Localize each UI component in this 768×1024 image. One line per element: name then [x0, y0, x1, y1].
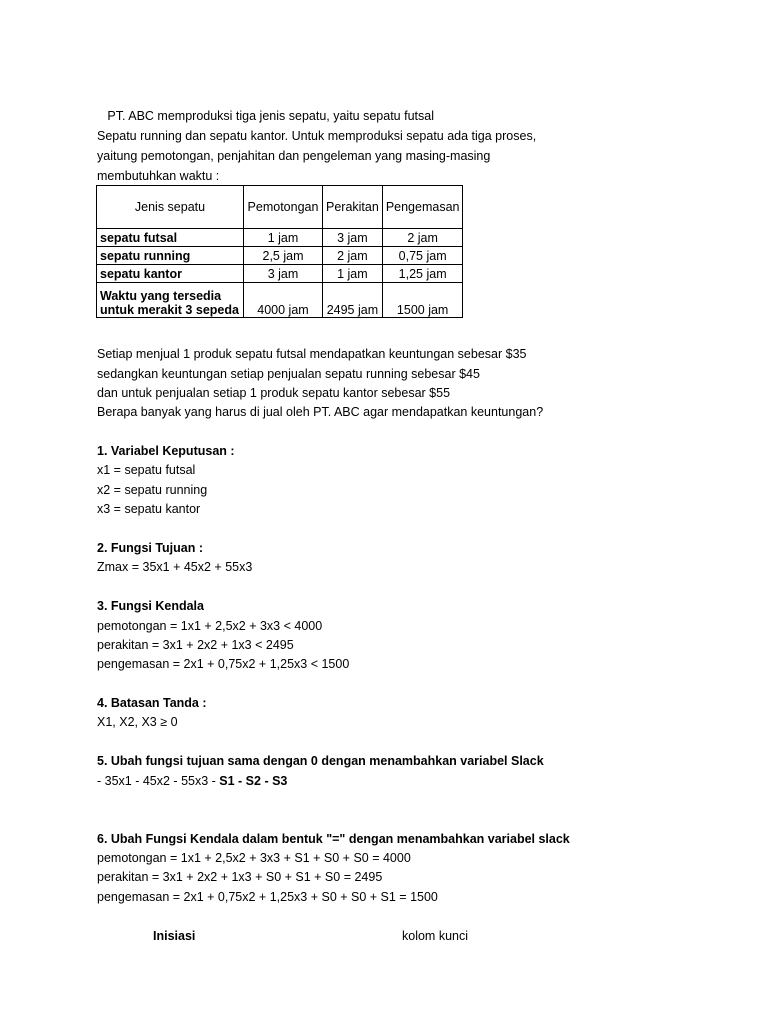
table-cell: 0,75 jam [382, 247, 463, 265]
table-header: Pemotongan [244, 186, 323, 229]
profit-line-2: sedangkan keuntungan setiap penjualan sepatu running sebesar $45 [97, 367, 480, 381]
table-cell: 2,5 jam [244, 247, 323, 265]
section-3-line: perakitan = 3x1 + 2x2 + 1x3 < 2495 [97, 638, 294, 652]
section-3-title: 3. Fungsi Kendala [97, 599, 204, 613]
intro-line-1: PT. ABC memproduksi tiga jenis sepatu, yaitu sepatu futsal [97, 109, 434, 123]
table-cell: 2495 jam [323, 283, 383, 318]
table-row [97, 265, 463, 283]
table-cell: 1 jam [323, 265, 383, 283]
table-header: Perakitan [323, 186, 383, 229]
profit-line-1: Setiap menjual 1 produk sepatu futsal mendapatkan keuntungan sebesar $35 [97, 347, 527, 361]
table-row [97, 247, 463, 265]
available-time-label-line-2: untuk merakit 3 sepeda [100, 303, 239, 317]
production-time-table [96, 185, 463, 318]
table-cell-label: sepatu kantor [97, 265, 244, 283]
section-3-line: pengemasan = 2x1 + 0,75x2 + 1,25x3 < 1500 [97, 657, 350, 671]
section-1-line: x1 = sepatu futsal [97, 463, 196, 477]
section-4-line: X1, X2, X3 ≥ 0 [97, 715, 178, 729]
section-2-line: Zmax = 35x1 + 45x2 + 55x3 [97, 560, 253, 574]
section-2-title: 2. Fungsi Tujuan : [97, 541, 204, 555]
section-6-title: 6. Ubah Fungsi Kendala dalam bentuk "=" dengan menambahkan variabel slack [97, 832, 570, 846]
table-cell: 3 jam [323, 229, 383, 247]
section-5-title: 5. Ubah fungsi tujuan sama dengan 0 dengan menambahkan variabel Slack [97, 754, 544, 768]
intro-line-3: yaitung pemotongan, penjahitan dan pengeleman yang masing-masing [97, 149, 491, 163]
table-cell-label: sepatu running [97, 247, 244, 265]
profit-line-4: Berapa banyak yang harus di jual oleh PT. ABC agar mendapatkan keuntungan? [97, 405, 544, 419]
section-1-title: 1. Variabel Keputusan : [97, 444, 235, 458]
section-6-line: pengemasan = 2x1 + 0,75x2 + 1,25x3 + S0 + S0 + S1 = 1500 [97, 890, 438, 904]
table-header-row [97, 186, 463, 229]
section-4-title: 4. Batasan Tanda : [97, 696, 207, 710]
table-cell: 1 jam [244, 229, 323, 247]
table-cell: 2 jam [382, 229, 463, 247]
profit-line-3: dan untuk penjualan setiap 1 produk sepatu kantor sebesar $55 [97, 386, 451, 400]
table-cell-label [97, 283, 244, 318]
section-1-line: x2 = sepatu running [97, 483, 208, 497]
intro-line-4: membutuhkan waktu : [97, 169, 220, 183]
table-cell: 3 jam [244, 265, 323, 283]
table-header: Pengemasan [382, 186, 463, 229]
section-5-line-bold: S1 - S2 - S3 [219, 774, 288, 788]
section-6-line: perakitan = 3x1 + 2x2 + 1x3 + S0 + S1 + S0 = 2495 [97, 870, 383, 884]
intro-line-2: Sepatu running dan sepatu kantor. Untuk memproduksi sepatu ada tiga proses, [97, 129, 537, 143]
table-cell: 1,25 jam [382, 265, 463, 283]
table-header: Jenis sepatu [97, 186, 244, 229]
table-cell: 2 jam [323, 247, 383, 265]
inisiasi-label: Inisiasi [153, 929, 196, 943]
section-6-line: pemotongan = 1x1 + 2,5x2 + 3x3 + S1 + S0 + S0 = 4000 [97, 851, 411, 865]
table-cell: 4000 jam [244, 283, 323, 318]
section-1-line: x3 = sepatu kantor [97, 502, 201, 516]
table-cell-label: sepatu futsal [97, 229, 244, 247]
section-5-line-plain: - 35x1 - 45x2 - 55x3 - [97, 774, 220, 788]
section-3-line: pemotongan = 1x1 + 2,5x2 + 3x3 < 4000 [97, 619, 323, 633]
table-row-available-time [97, 283, 463, 318]
section-5-line [97, 773, 287, 789]
table-cell: 1500 jam [382, 283, 463, 318]
available-time-label-line-1: Waktu yang tersedia [100, 289, 222, 303]
table-row [97, 229, 463, 247]
kolom-kunci-label: kolom kunci [402, 929, 468, 943]
